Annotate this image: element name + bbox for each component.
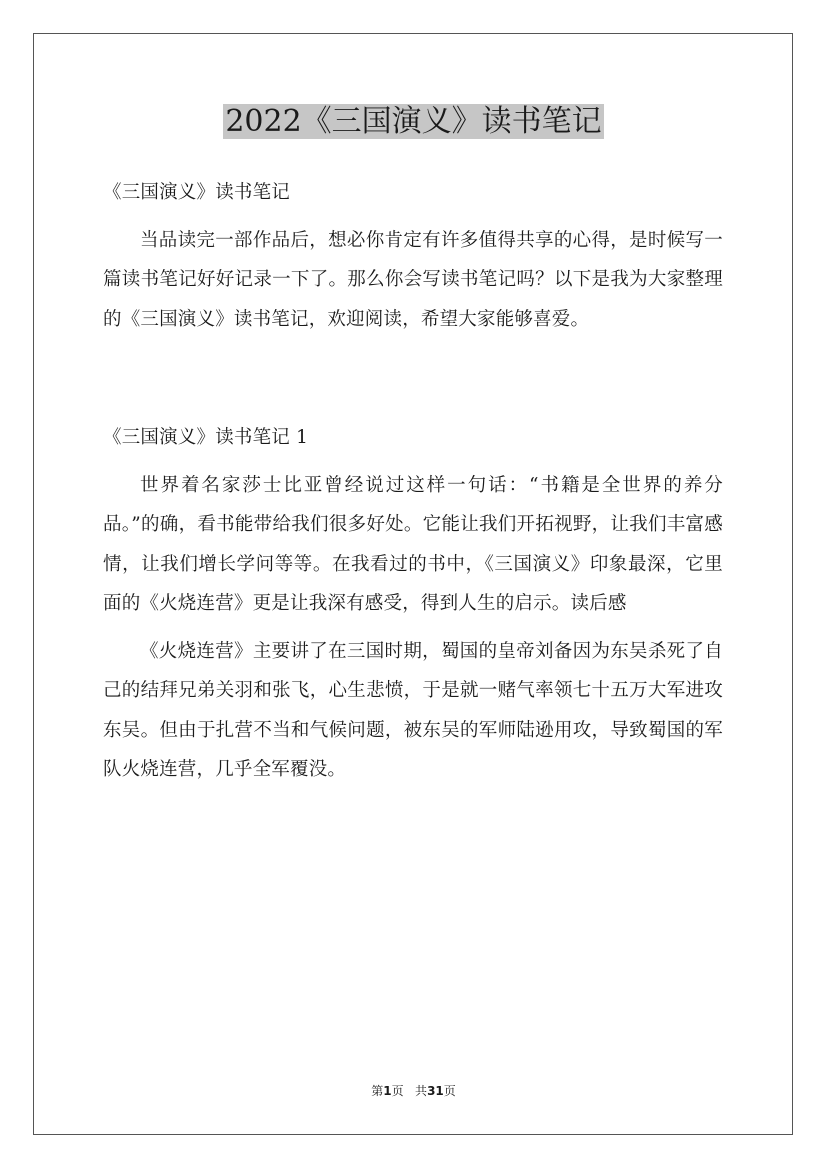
section-heading: 《三国演义》读书笔记 1 xyxy=(103,427,309,448)
footer-prefix: 第 xyxy=(371,1084,384,1098)
document-body xyxy=(103,173,723,790)
footer-page-suffix: 页 xyxy=(391,1084,404,1098)
footer-total-suffix: 页 xyxy=(443,1084,456,1098)
section-heading: 《三国演义》读书笔记 xyxy=(103,182,291,203)
total-pages-number: 31 xyxy=(427,1084,444,1098)
page-footer xyxy=(0,1083,827,1099)
body-paragraph: 《火烧连营》主要讲了在三国时期，蜀国的皇帝刘备因为东吴杀死了自己的结拜兄弟关羽和张飞，心生悲愤，于是就一赌气率领七十五万大军进攻东吴。但由于扎营不当和气候问题，被东吴的军师陆逊用攻，导致蜀国的军队火烧连营，几乎全军覆没。 xyxy=(103,640,723,780)
intro-paragraph: 当品读完一部作品后，想必你肯定有许多值得共享的心得，是时候写一篇读书笔记好好记录一下了。那么你会写读书笔记吗？以下是我为大家整理的《三国演义》读书笔记，欢迎阅读，希望大家能够喜爱。 xyxy=(103,229,723,330)
document-title xyxy=(0,100,827,144)
body-paragraph: 世界着名家莎士比亚曾经说过这样一句话：“书籍是全世界的养分品。”的确，看书能带给我们很多好处。它能让我们开拓视野，让我们丰富感情，让我们增长学问等等。在我看过的书中，《三国演义》印象最深，它里面的《火烧连营》更是让我深有感受，得到人生的启示。读后感 xyxy=(103,474,723,614)
document-title-text: 2022《三国演义》读书笔记 xyxy=(225,104,602,139)
footer-total-prefix: 共 xyxy=(415,1084,428,1098)
current-page-number: 1 xyxy=(383,1084,392,1098)
